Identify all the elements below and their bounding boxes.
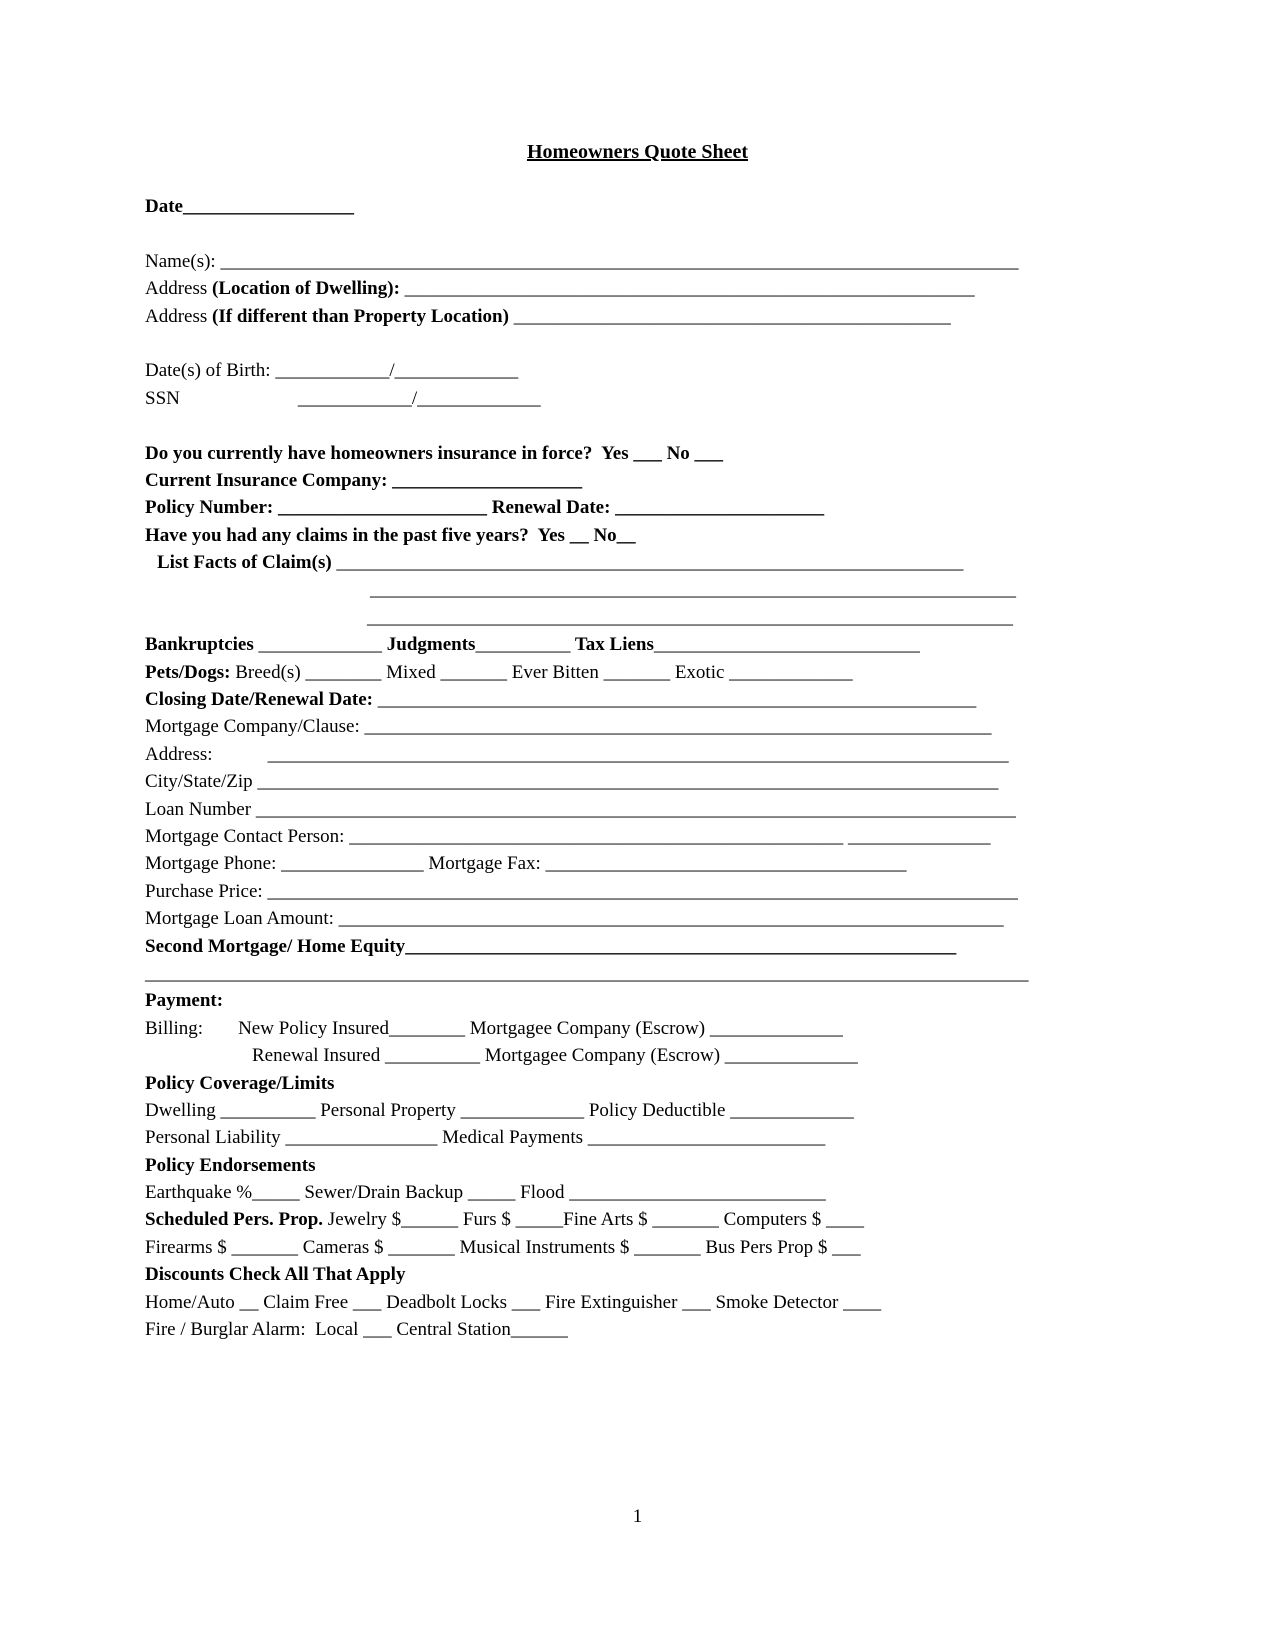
form-line (145, 631, 1130, 658)
form-line (145, 1234, 1130, 1261)
field-text: SSN (145, 387, 180, 409)
form-line (145, 768, 1130, 795)
field-text: Mortgage Contact Person: (145, 825, 350, 847)
field-text: Date(s) of Birth: ____________/_____________ (145, 360, 519, 382)
form-line (145, 1042, 1130, 1069)
field-label: List Facts of Claim(s) (157, 552, 337, 574)
form-line (145, 741, 1130, 768)
form-line (145, 1070, 1130, 1097)
form-line (145, 248, 1130, 275)
field-text: _______________________________________________________________________________ (267, 880, 1018, 902)
field-text: ____________________________________________________________________________________ (220, 250, 1019, 272)
field-text: ____________________________________________________ _______________ (349, 825, 991, 847)
field-label: Judgments (382, 634, 476, 656)
field-text: ______________________________________________________________________________ (257, 771, 999, 793)
form-line (145, 1289, 1130, 1316)
field-label: Pets/Dogs: (145, 661, 236, 683)
field-label: Payment: (145, 990, 224, 1012)
field-text: New Policy Insured________ Mortgagee Company (Escrow) ______________ (238, 1017, 843, 1039)
field-label: Policy Coverage/Limits (145, 1072, 335, 1094)
field-text: Fire / Burglar Alarm: Local ___ Central Station______ (145, 1319, 568, 1341)
form-line (145, 987, 1130, 1014)
field-label: Tax Liens (570, 634, 654, 656)
field-text: Renewal Insured __________ Mortgagee Company (Escrow) ______________ (252, 1045, 858, 1067)
form-line (145, 933, 1130, 960)
form-line (145, 713, 1130, 740)
field-label: __________________________________________________________ (405, 935, 957, 957)
field-text: Address (145, 278, 213, 300)
field-text: City/State/Zip (145, 771, 258, 793)
form-line (145, 1261, 1130, 1288)
field-label: Second Mortgage/ Home Equity (145, 935, 406, 957)
form-line (145, 385, 1130, 412)
field-label: Policy Number: ______________________ Renewal Date: ______________________ (145, 497, 825, 519)
form-line (145, 193, 1130, 220)
field-text: Loan Number (145, 798, 256, 820)
field-text: ____________________________ (653, 634, 920, 656)
form-line (145, 1316, 1130, 1343)
blank-line (145, 412, 1130, 439)
form-line (145, 275, 1130, 302)
field-text: Breed(s) ________ Mixed _______ Ever Bitten _______ Exotic _____________ (235, 661, 853, 683)
form-line (145, 1015, 1130, 1042)
field-text: __________________________________________________________________ (336, 552, 964, 574)
field-text: ____________/_____________ (297, 387, 541, 409)
form-line (145, 905, 1130, 932)
field-label: Do you currently have homeowners insurance in force? Yes ___ No ___ (145, 442, 724, 464)
field-label: Bankruptcies (145, 634, 259, 656)
field-text: _______________________________________________________________ (377, 689, 977, 711)
field-text: Mortgage Loan Amount: (145, 908, 339, 930)
page-number: 1 (632, 1506, 643, 1527)
field-text: ____________________________________________________________ (404, 278, 975, 300)
form-line (145, 604, 1130, 631)
field-text: Firearms $ _______ Cameras $ _______ Musical Instruments $ _______ Bus Pers Prop $ ___ (145, 1236, 861, 1258)
field-label: (If different than Property Location) (212, 305, 514, 327)
field-text: __________________________________________________________________ (364, 716, 992, 738)
field-text: Personal Liability ________________ Medical Payments _________________________ (145, 1127, 826, 1149)
field-text: ________________________________________________________________________________ (255, 798, 1016, 820)
form-line (145, 357, 1130, 384)
form-line (145, 494, 1130, 521)
blank-line (145, 330, 1130, 357)
form-line (145, 1152, 1130, 1179)
form-line (145, 576, 1130, 603)
field-text: ______________________________________________________________________________ (267, 743, 1009, 765)
form-line (145, 549, 1130, 576)
field-text: Purchase Price: (145, 880, 268, 902)
form-line (145, 686, 1130, 713)
field-text: __________ (475, 634, 571, 656)
field-text: ____________________________________________________________________ (370, 579, 1016, 601)
field-text: ____________________________________________________________________ (367, 606, 1013, 628)
form-line (145, 659, 1130, 686)
field-label: Scheduled Pers. Prop. (145, 1209, 328, 1231)
field-text: ______________________________________________ (513, 305, 951, 327)
page-title: Homeowners Quote Sheet (526, 141, 749, 163)
field-label: Closing Date/Renewal Date: (145, 689, 378, 711)
form-line (145, 850, 1130, 877)
field-text: Mortgage Phone: _______________ Mortgage Fax: ______________________________________ (145, 853, 907, 875)
field-text: Earthquake %_____ Sewer/Drain Backup _____ Flood ___________________________ (145, 1182, 826, 1204)
field-text: Dwelling __________ Personal Property _____________ Policy Deductible _____________ (145, 1099, 854, 1121)
field-text: _____________ (258, 634, 382, 656)
field-label: (Location of Dwelling): (212, 278, 405, 300)
form-line (145, 960, 1130, 987)
form-line (145, 1124, 1130, 1151)
field-text: Name(s): (145, 250, 221, 272)
form-line (145, 1179, 1130, 1206)
field-label: Discounts Check All That Apply (145, 1264, 406, 1286)
field-text: Address (145, 305, 213, 327)
form-line (145, 878, 1130, 905)
field-text: Billing: (145, 1017, 204, 1039)
form-body (145, 193, 1130, 1343)
field-label: Date__________________ (145, 196, 354, 217)
field-label: Have you had any claims in the past five years? Yes __ No__ (145, 524, 636, 546)
form-line (145, 1206, 1130, 1233)
form-line (145, 467, 1130, 494)
field-label: Policy Endorsements (145, 1154, 316, 1176)
blank-line (145, 220, 1130, 247)
field-text: _____________________________________________________________________________________________ (145, 962, 1029, 984)
form-line (145, 1097, 1130, 1124)
form-line (145, 440, 1130, 467)
field-text: Jewelry $______ Furs $ _____Fine Arts $ _______ Computers $ ____ (327, 1209, 865, 1231)
form-line (145, 303, 1130, 330)
field-text: Address: (145, 743, 213, 765)
field-text: Home/Auto __ Claim Free ___ Deadbolt Locks ___ Fire Extinguisher ___ Smoke Detector ____ (145, 1291, 882, 1313)
form-line (145, 796, 1130, 823)
field-label: Current Insurance Company: ____________________ (145, 469, 583, 491)
form-line (145, 522, 1130, 549)
field-text: ______________________________________________________________________ (338, 908, 1004, 930)
form-line (145, 823, 1130, 850)
field-text: Mortgage Company/Clause: (145, 716, 365, 738)
